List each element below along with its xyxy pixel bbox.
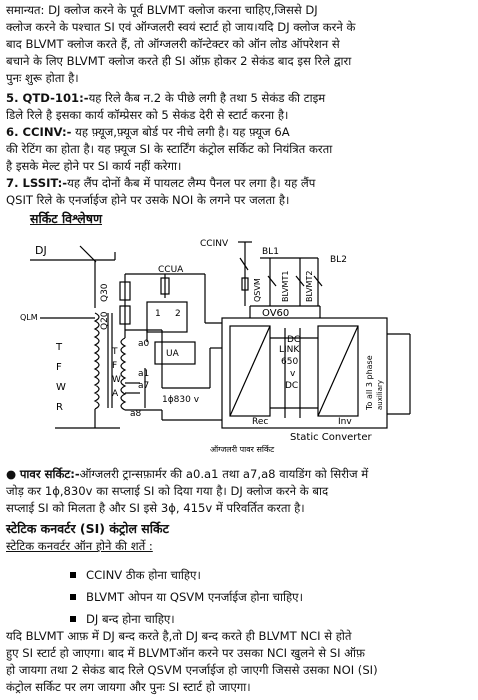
square-bullet-icon bbox=[70, 616, 76, 622]
control-circuit-heading: स्टेटिक कनवर्टर (SI) कंट्रोल सर्किट bbox=[6, 521, 169, 536]
label-830v: 1ϕ830 v bbox=[162, 395, 200, 405]
label-t2: T bbox=[112, 347, 118, 357]
item-ccinv-head: 6. CCINV:- bbox=[6, 125, 72, 139]
label-q30: Q30 bbox=[100, 283, 110, 302]
label-w2: W bbox=[112, 375, 121, 385]
final-line-4: कंट्रोल सर्किट पर लग जायगा और पुनः SI स्टार्ट हो जाएगा। bbox=[6, 680, 251, 694]
label-t: T bbox=[56, 342, 63, 353]
label-qsvm: QSVM bbox=[253, 278, 262, 302]
label-a-tap: A bbox=[112, 389, 119, 399]
label-bl1: BL1 bbox=[262, 247, 279, 257]
label-w: W bbox=[56, 382, 66, 393]
label-blvmt2: BLVMT2 bbox=[305, 270, 314, 302]
label-3phase: To all 3 phase bbox=[365, 355, 374, 410]
auxiliary-power-circuit-diagram bbox=[0, 238, 478, 456]
label-dc: DC bbox=[285, 381, 299, 391]
label-dc-link-2: LINK bbox=[279, 345, 300, 355]
item-ccinv-line-2: की रेटिंग का होता है। यह फ़्यूज SI के स्टार्टिंग कंट्रोल सर्किट को नियंत्रित करता bbox=[6, 142, 333, 156]
intro-paragraph bbox=[6, 2, 478, 87]
label-ua: UA bbox=[166, 349, 179, 359]
final-paragraph bbox=[6, 628, 478, 696]
circuit-analysis-heading: सर्किट विश्लेषण bbox=[30, 211, 103, 226]
power-circuit-line-3: सप्लाई SI को मिलता है और SI इसे 3ϕ, 415v में परिवर्तित करता है। bbox=[6, 501, 305, 515]
label-bl2: BL2 bbox=[330, 255, 347, 265]
label-ov60: OV60 bbox=[262, 308, 290, 319]
label-blvmt1: BLVMT1 bbox=[281, 270, 290, 302]
label-f: F bbox=[56, 362, 62, 373]
intro-line-3: बाद BLVMT क्लोज करते हैं, तो ऑग्जलरी कॉन्टेक्टर को ऑन लोड ऑपरेशन से bbox=[6, 37, 340, 51]
label-1: 1 bbox=[155, 309, 161, 319]
label-a1: a1 bbox=[138, 369, 150, 379]
label-f2: F bbox=[112, 361, 118, 371]
label-volt: v bbox=[290, 369, 296, 379]
label-a0: a0 bbox=[138, 339, 150, 349]
label-rec: Rec bbox=[252, 417, 269, 427]
item-lssit-line-2: QSIT रिले के एनर्जाईज होने पर उसके NOI के लगने पर जलता है। bbox=[6, 193, 290, 207]
power-circuit-line-1: ऑग्जलरी ट्रान्सफ़ार्मर की a0.a1 तथा a7,a8 वायडिंग को सिरीज में bbox=[79, 467, 369, 481]
label-ccua: CCUA bbox=[158, 265, 184, 275]
label-inv: Inv bbox=[338, 417, 352, 427]
item-ccinv bbox=[6, 124, 478, 175]
square-bullet-icon bbox=[70, 572, 76, 578]
label-dc-link-1: DC bbox=[287, 335, 301, 345]
list-item: DJ बन्द होना चाहिए। bbox=[70, 608, 478, 630]
list-item: CCINV ठीक होना चाहिए। bbox=[70, 564, 478, 586]
power-circuit-head: पावर सर्किट:- bbox=[19, 467, 80, 481]
label-a8: a8 bbox=[130, 409, 142, 419]
conditions-list bbox=[70, 564, 478, 630]
item-qtd101 bbox=[6, 90, 478, 124]
list-item: BLVMT ओपन या QSVM एनर्जाईज होना चाहिए। bbox=[70, 586, 478, 608]
label-dj: DJ bbox=[35, 244, 47, 257]
final-line-2: हुए SI स्टार्ट हो जाएगा। बाद में BLVMTऑन करने पर उसका NCI खुलने से SI ऑफ़ bbox=[6, 646, 365, 660]
power-circuit-paragraph bbox=[6, 466, 478, 517]
item-lssit-line-1: यह लैंप दोनों कैब में पायलट लैम्प पैनल पर लगा है। यह लैंप bbox=[67, 176, 316, 190]
final-line-1: यदि BLVMT आफ़ में DJ बन्द करते है,तो DJ बन्द करते ही BLVMT NCI से होते bbox=[6, 629, 352, 643]
item-lssit-head: 7. LSSIT:- bbox=[6, 176, 68, 190]
intro-line-2: क्लोज करने के पश्चात SI एवं ऑग्जलरी स्वयं स्टार्ट हो जाय।यदि DJ क्लोज करने के bbox=[6, 20, 356, 34]
label-ccinv: CCINV bbox=[200, 239, 229, 249]
item-ccinv-line-3: है इसके मेल्ट होने पर SI कार्य नहीं करेगा। bbox=[6, 159, 182, 173]
label-qlm: QLM bbox=[20, 313, 38, 322]
label-a7: a7 bbox=[138, 381, 150, 391]
bullet-icon: ● bbox=[6, 467, 17, 481]
label-q20: Q20 bbox=[100, 311, 110, 330]
intro-line-1: समान्यत: DJ क्लोज करने के पूर्व BLVMT क्लोज करना चाहिए,जिससे DJ bbox=[6, 3, 318, 17]
item-qtd101-head: 5. QTD-101:- bbox=[6, 91, 89, 105]
label-auxiliary: auxiliary bbox=[376, 379, 384, 410]
final-line-3: हो जायगा तथा 2 सेकंड बाद रिले QSVM एनर्जाईज हो जाएगी जिससे उसका NOI (SI) bbox=[6, 663, 378, 677]
power-circuit-line-2: जोड़ कर 1ϕ,830v का सप्लाई SI को दिया गया है। DJ क्लोज करने के बाद bbox=[6, 484, 329, 498]
conditions-heading: स्टेटिक कनवर्टर ऑन होने की शर्ते : bbox=[6, 539, 153, 553]
square-bullet-icon bbox=[70, 594, 76, 600]
intro-line-5: पुनः शुरू होता है। bbox=[6, 71, 79, 85]
label-r: R bbox=[56, 402, 63, 413]
label-static-converter: Static Converter bbox=[290, 432, 372, 443]
item-ccinv-line-1: यह फ़्यूज,फ़्यूज बोर्ड पर नीचे लगी है। यह फ़्यूज 6A bbox=[71, 125, 290, 139]
intro-line-4: बचाने के लिए BLVMT क्लोज करते ही SI ऑफ़ होकर 2 सेकंड बाद इस रिले द्वारा bbox=[6, 54, 352, 68]
item-lssit bbox=[6, 175, 478, 209]
item-qtd101-line-2: डिले रिले है इसका कार्य कॉम्प्रेसर को 5 सेकंड देरी से स्टार्ट करना है। bbox=[6, 108, 289, 122]
diagram-caption: ऑग्जलरी पावर सर्किट bbox=[210, 445, 275, 454]
item-qtd101-line-1: यह रिले कैब न.2 के पीछे लगी है तथा 5 सेकंड की टाइम bbox=[88, 91, 326, 105]
label-650: 650 bbox=[281, 357, 299, 367]
label-2: 2 bbox=[175, 309, 181, 319]
